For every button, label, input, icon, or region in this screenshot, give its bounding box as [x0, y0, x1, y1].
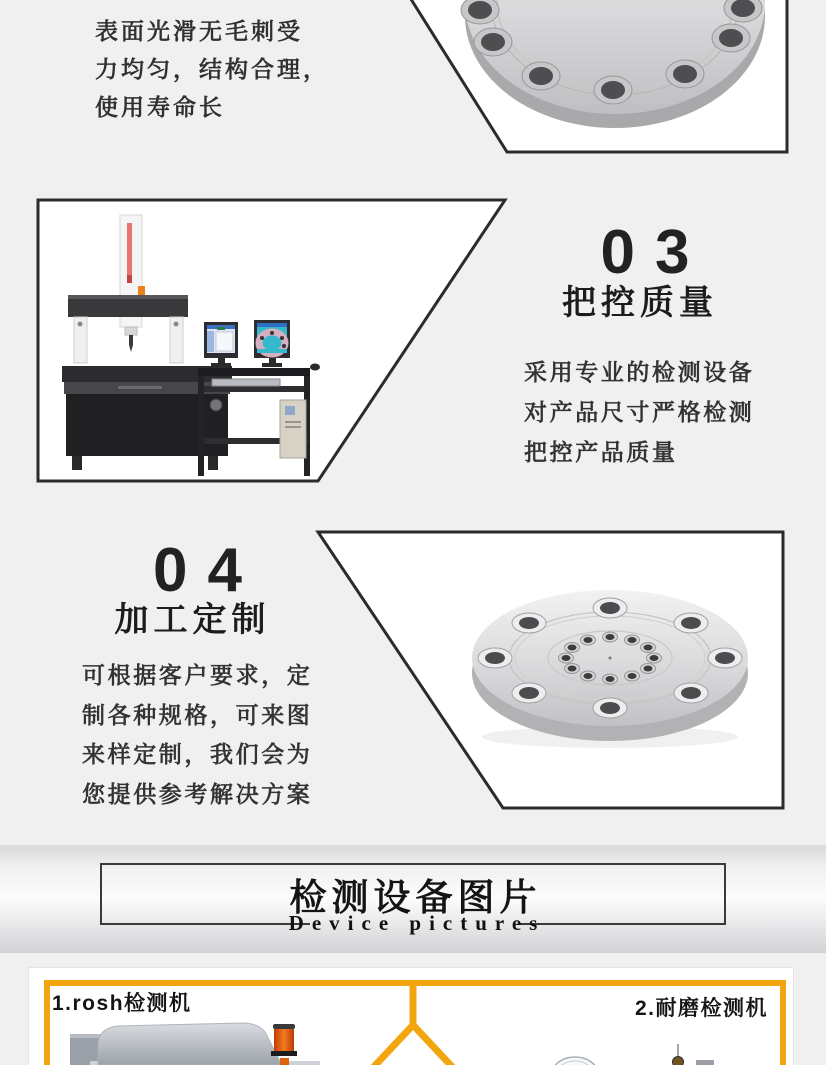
- section-03-text: [524, 352, 754, 472]
- section-04-line: 制各种规格，可来图: [82, 701, 313, 728]
- section-03-line: 采用专业的检测设备: [524, 359, 755, 385]
- device-header-subtitle: Device pictures: [288, 911, 546, 935]
- cmm-machine-photo: [30, 190, 520, 492]
- device-gallery-card: [29, 968, 793, 1065]
- advantage-line: 力均匀，结构合理，: [95, 56, 329, 82]
- flange-plate-photo: [300, 525, 800, 815]
- section-04-number: 04: [153, 536, 262, 605]
- gallery-item-1-label: 1.rosh检测机: [52, 992, 192, 1015]
- section-04-line: 来样定制，我们会为: [82, 741, 313, 767]
- advantage-line: 使用寿命长: [95, 94, 225, 120]
- section-03-number: 03: [600, 218, 710, 287]
- advantage-line: 表面光滑无毛刺受: [95, 18, 303, 44]
- wear-tester-photo: [520, 1020, 793, 1065]
- gallery-divider-y: [350, 981, 480, 1065]
- section-04-title: 加工定制: [114, 601, 271, 639]
- rosh-tester-photo: [60, 1014, 360, 1065]
- section-04-line: 可根据客户要求，定: [82, 662, 313, 688]
- section-03-title: 把控质量: [562, 284, 718, 322]
- advantage-top-text: [95, 12, 329, 126]
- device-header-title: 检测设备图片: [289, 877, 542, 918]
- section-03-line: 对产品尺寸严格检测: [524, 399, 755, 425]
- blind-flange-photo: [380, 0, 826, 156]
- section-04-text: [82, 656, 312, 814]
- gallery-item-2-label: 2.耐磨检测机: [634, 997, 768, 1020]
- section-03-line: 把控产品质量: [524, 439, 678, 465]
- section-04-line: 您提供参考解决方案: [82, 780, 313, 807]
